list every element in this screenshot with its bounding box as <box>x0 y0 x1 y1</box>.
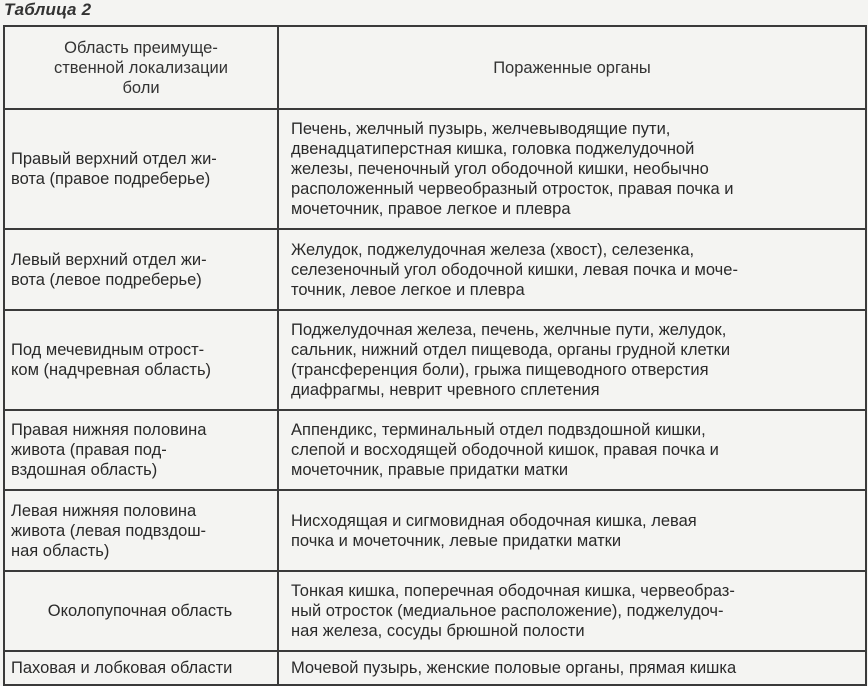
header-affected-organs: Пораженные органы <box>278 26 866 109</box>
row-organs-cell: Мочевой пузырь, женские половые органы, прямая кишка <box>278 651 866 685</box>
table-caption: Таблица 2 <box>4 0 92 19</box>
table-row <box>4 229 866 310</box>
table-row <box>4 651 866 685</box>
row-organs-cell: Печень, желчный пузырь, желчевыводящие пути, двенадцатиперстная кишка, головка поджелудочной железы, печеночный угол ободочной кишки, необычно расположенный червеобразный отросток, правая почка и мочеточник, правое легкое и плевра <box>278 109 866 229</box>
table-header-row <box>4 26 866 109</box>
row-area-cell: Левый верхний отдел жи- вота (левое подреберье) <box>4 229 278 310</box>
pain-localization-table <box>3 25 867 686</box>
row-organs-cell: Желудок, поджелудочная железа (хвост), селезенка, селезеночный угол ободочной кишки, левая почка и моче- точник, левое легкое и плевра <box>278 229 866 310</box>
row-area-cell: Правая нижняя половина живота (правая под- вздошная область) <box>4 410 278 490</box>
row-area-cell: Околопупочная область <box>4 571 278 651</box>
row-organs-cell: Аппендикс, терминальный отдел подвздошной кишки, слепой и восходящей ободочной кишок, правая почка и мочеточник, правые придатки матки <box>278 410 866 490</box>
row-area-cell: Левая нижняя половина живота (левая подвздош- ная область) <box>4 490 278 571</box>
row-organs-cell: Поджелудочная железа, печень, желчные пути, желудок, сальник, нижний отдел пищевода, органы грудной клетки (трансференция боли), грыжа пищеводного отверстия диафрагмы, неврит чревного сплетения <box>278 310 866 410</box>
row-organs-cell: Тонкая кишка, поперечная ободочная кишка, червеобраз- ный отросток (медиальное расположение), поджелудоч- ная железа, сосуды брюшной полости <box>278 571 866 651</box>
row-organs-cell: Нисходящая и сигмовидная ободочная кишка, левая почка и мочеточник, левые придатки матки <box>278 490 866 571</box>
row-area-cell: Под мечевидным отрост- ком (надчревная область) <box>4 310 278 410</box>
table-row <box>4 410 866 490</box>
table-row <box>4 571 866 651</box>
row-area-cell: Паховая и лобковая области <box>4 651 278 685</box>
table-row <box>4 109 866 229</box>
table-row <box>4 490 866 571</box>
header-pain-area: Область преимуще- ственной локализации боли <box>4 26 278 109</box>
table-row <box>4 310 866 410</box>
row-area-cell: Правый верхний отдел жи- вота (правое подреберье) <box>4 109 278 229</box>
